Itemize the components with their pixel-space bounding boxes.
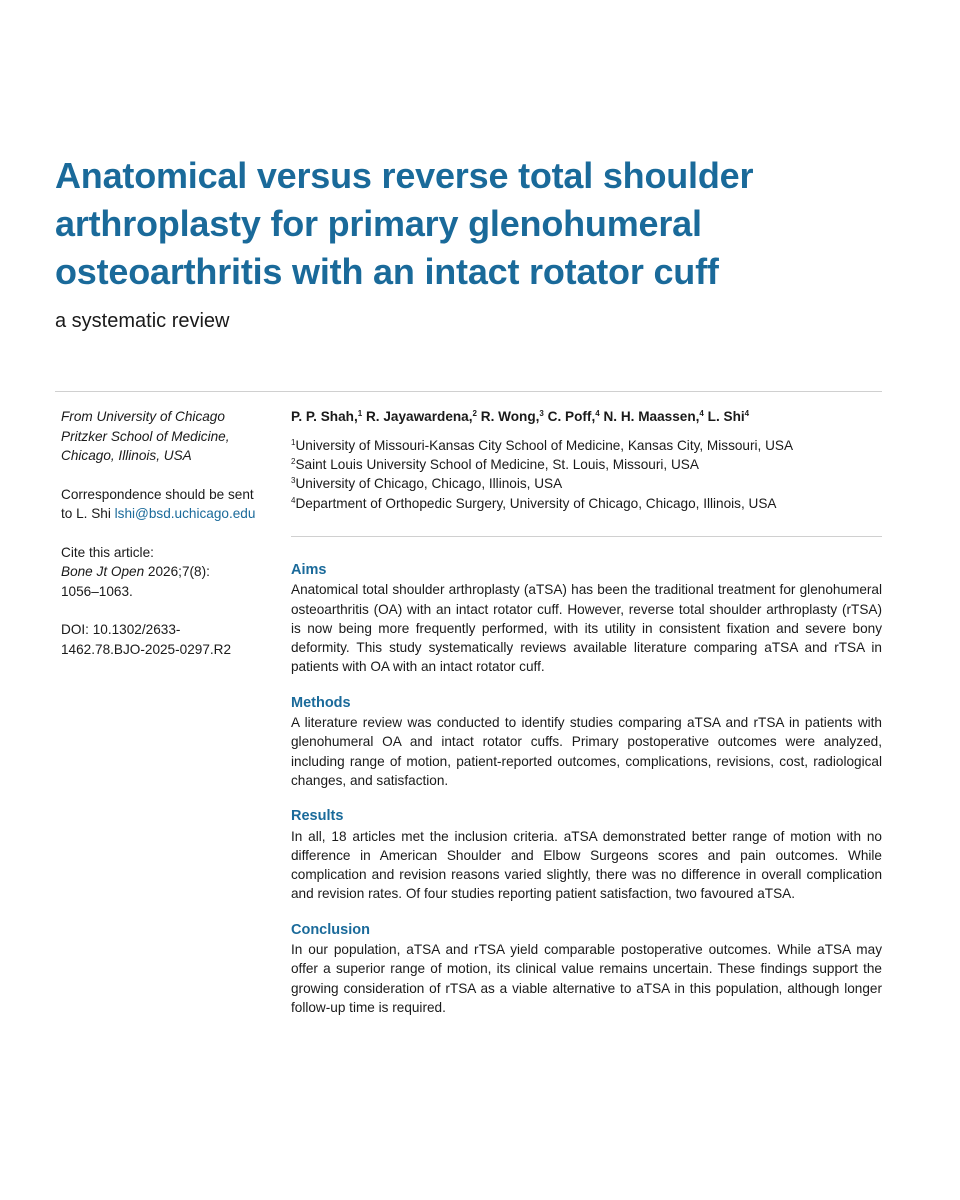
methods-heading: Methods [291,694,351,711]
header-divider [55,391,882,392]
citation-journal: Bone Jt Open [61,564,145,579]
author: R. Jayawardena,$^2$ [365,409,477,424]
abstract-divider [291,536,882,537]
results-heading: Results [291,808,344,825]
sidebar [61,407,261,659]
affiliation-item: $^4$Department of Orthopedic Surgery, University of Chicago, Chicago, Illinois, USA [291,495,777,511]
affiliation-item: $^1$University of Missouri-Kansas City School of Medicine, Kansas City, Missouri, USA [291,438,794,453]
abstract [291,561,882,1034]
conclusion-heading: Conclusion [291,921,370,938]
affiliation-item: $^2$Saint Louis University School of Medicine, St. Louis, Missouri, USA [291,457,699,473]
citation [61,562,261,582]
author: N. H. Maassen,$^4$ [603,409,704,424]
author: C. Poff,$^4$ [547,409,600,424]
conclusion-text: In our population, aTSA and rTSA yield comparable postoperative outcomes. While aTSA may offer a superior range of motion, its clinical value remains uncertain. These findings support the growing consideration of rTSA as a viable alternative to aTSA in this population, although longer follow-up time is required. [291,942,882,1015]
sidebar-correspondence [61,485,261,524]
author: L. Shi$^4$ [707,409,750,424]
citation-pages: 1056–1063. [61,583,133,599]
author-list [291,407,891,427]
article-title: Anatomical versus reverse total shoulder arthroplasty for primary glenohumeral osteoarthritis with an intact rotator cuff [55,155,754,292]
methods-text: A literature review was conducted to identify studies comparing aTSA and rTSA in patients with glenohumeral OA and intact rotator cuffs. Primary postoperative outcomes were analyzed, including range of motion, patient-reported outcomes, complications, revisions, cost, radiological changes, and satisfaction. [291,715,882,788]
cite-label: Cite this article: [61,544,154,560]
aims-heading: Aims [291,562,327,578]
sidebar-affiliation: From University of Chicago Pritzker School of Medicine, Chicago, Illinois, USA [61,409,230,463]
results-text: In all, 18 articles met the inclusion criteria. aTSA demonstrated better range of motion with no difference in American Shoulder and Elbow Surgeons scores and pain outcomes. While complication and revision reasons varied slightly, there was no difference in overall complication and revision rates. Of four studies reporting patient satisfaction, two favoured aTSA. [291,828,882,902]
article-subtitle: a systematic review [55,310,230,332]
doi: DOI: 10.1302/2633-1462.78.BJO-2025-0297.R2 [61,622,232,657]
citation-details: 2026;7(8): [147,564,210,579]
author: P. P. Shah,$^1$ [291,409,363,424]
correspondence-email-link[interactable]: lshi@bsd.uchicago.edu [114,506,256,521]
aims-text: Anatomical total shoulder arthroplasty (aTSA) has been the traditional treatment for glenohumeral osteoarthritis (OA) with an intact rotator cuff. However, reverse total shoulder arthroplasty (rTSA) is now being more frequently performed, with its utility in consistent fixation and severe bony deformity. This study systematically reviews available literature comparing aTSA and rTSA in patients with OA with an intact rotator cuff. [291,582,882,675]
affiliation-item: $^3$University of Chicago, Chicago, Illinois, USA [291,476,563,492]
affiliation-list [291,436,891,513]
correspondence-label: Correspondence should be sent to L. Shi [61,486,254,521]
author: R. Wong,$^3$ [480,409,544,424]
